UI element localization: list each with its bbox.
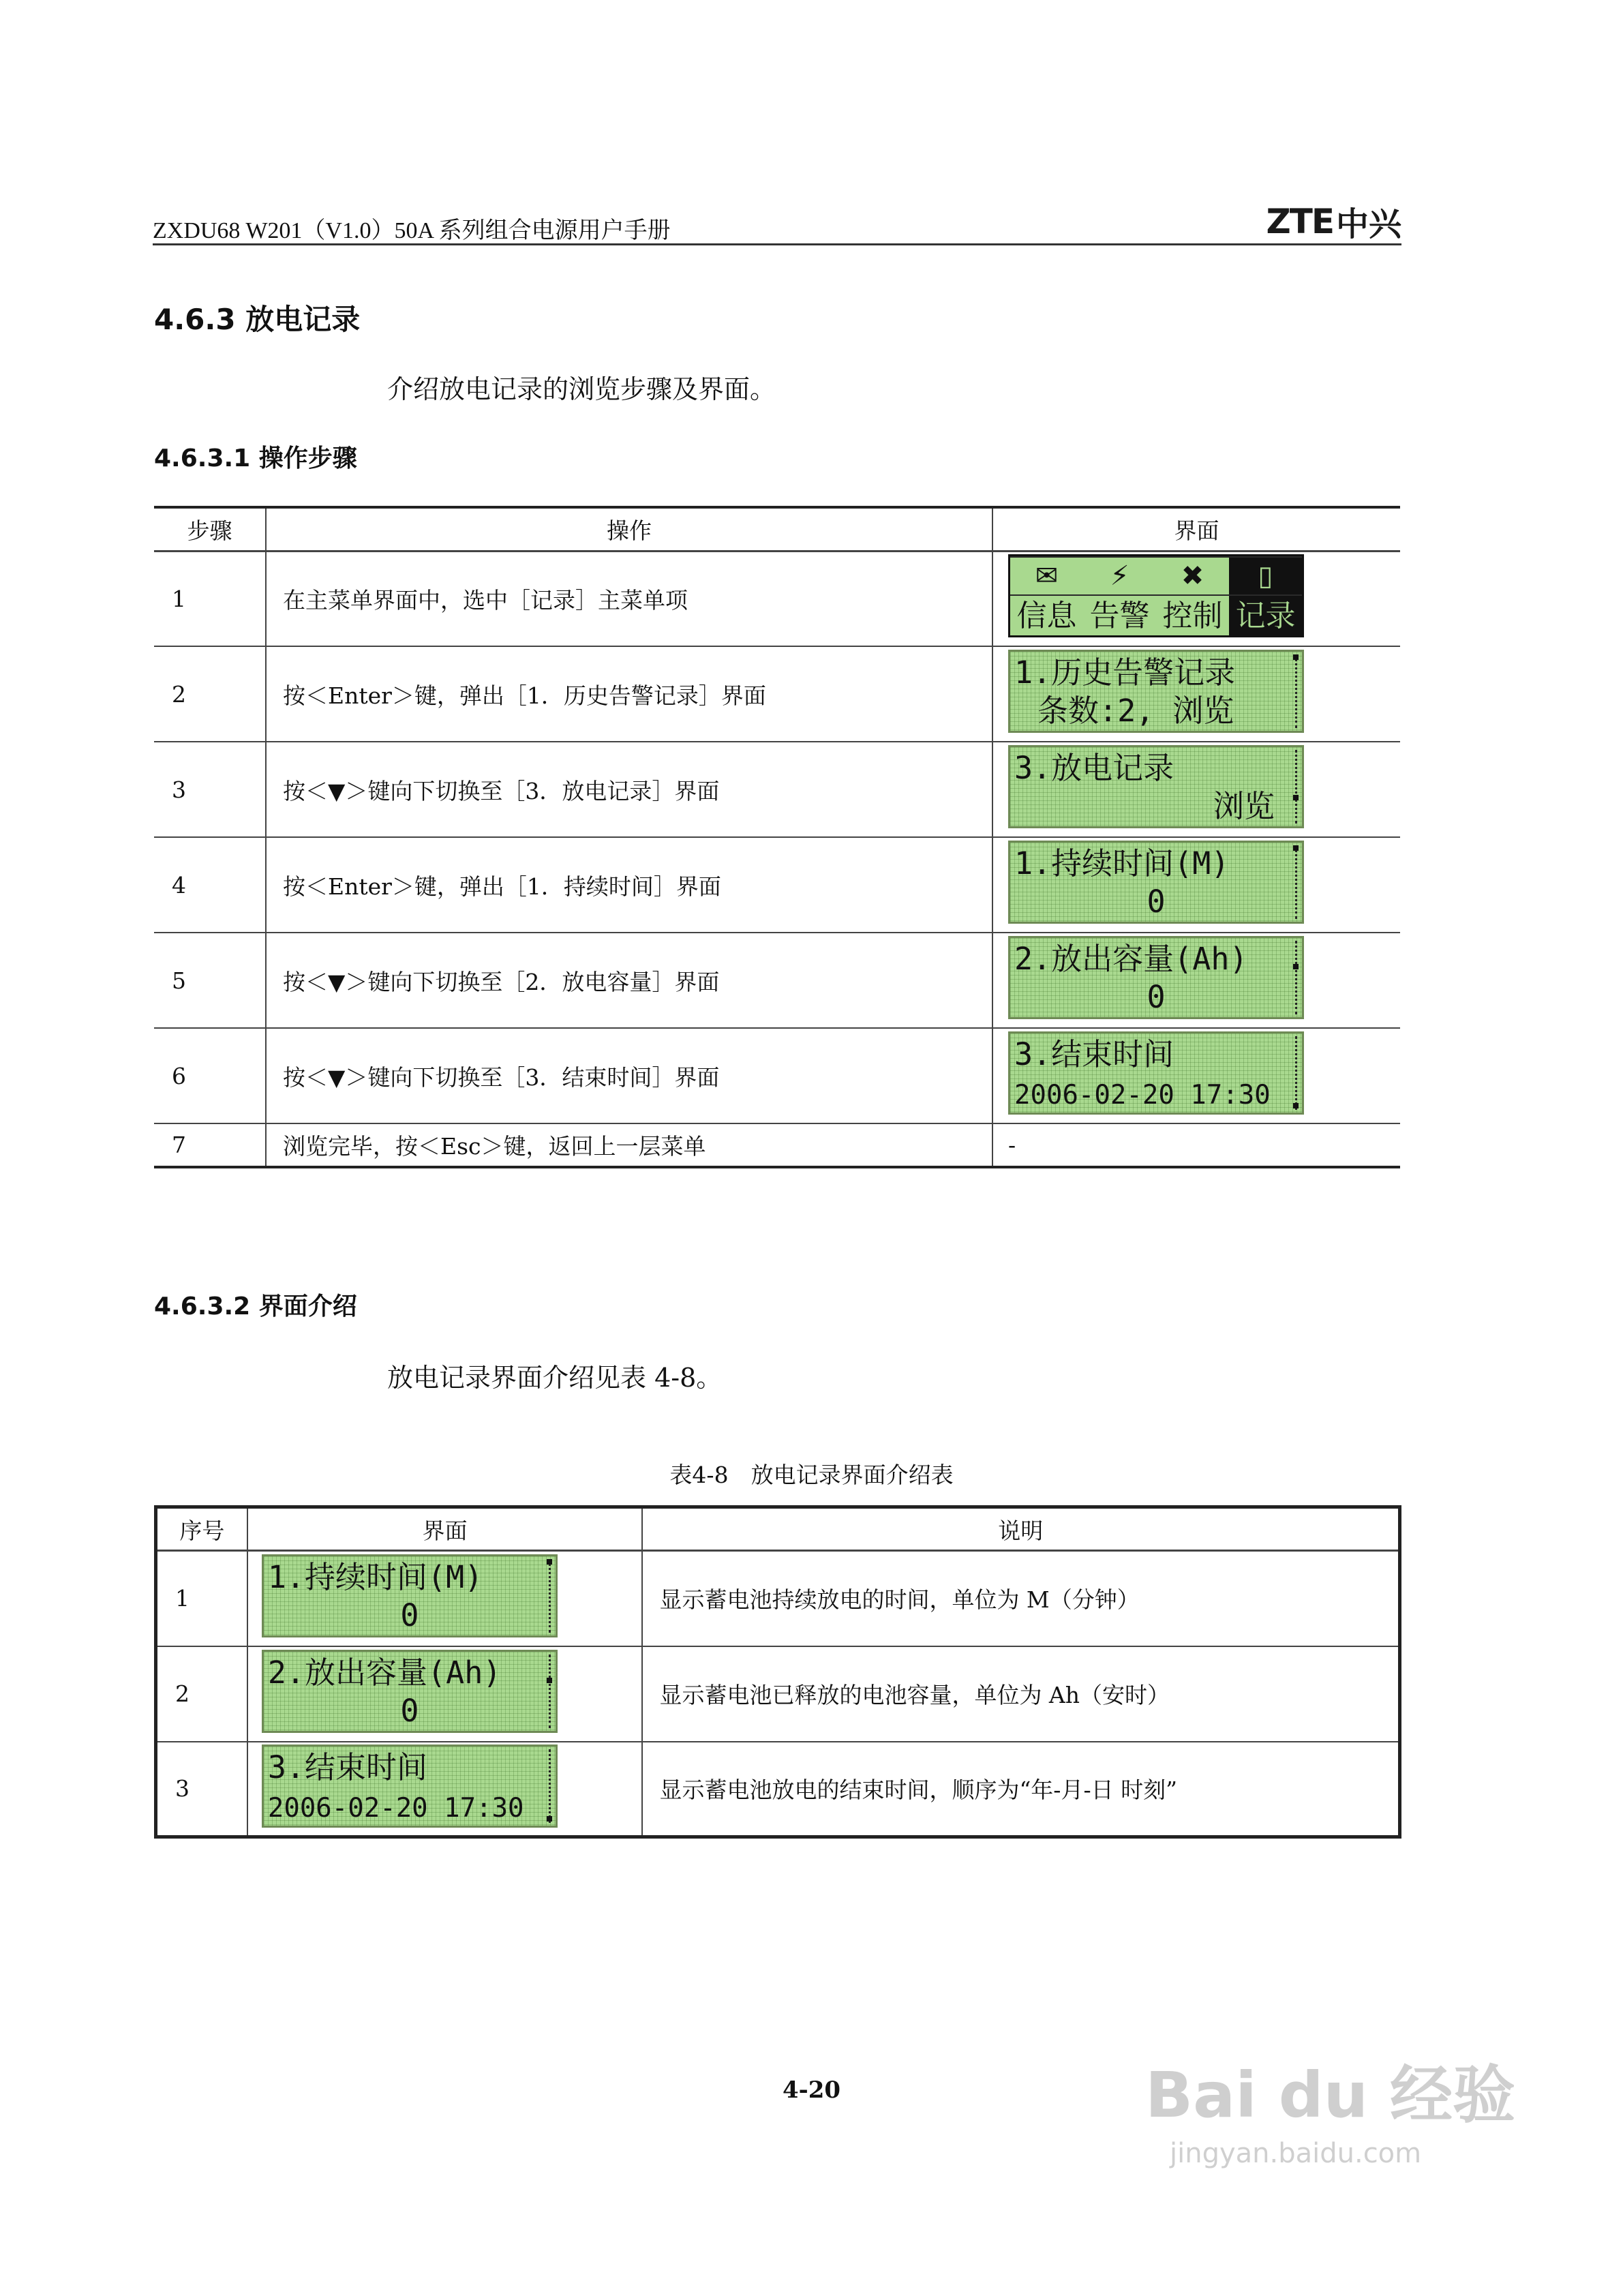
table-row — [156, 1551, 1400, 1646]
step-operation: 按＜Enter＞键，弹出［1．历史告警记录］界面 — [266, 646, 992, 742]
scroll-dot — [547, 1559, 552, 1565]
row-description: 显示蓄电池已释放的电池容量，单位为 Ah（安时） — [642, 1646, 1399, 1742]
scroll-indicator — [1295, 845, 1298, 919]
scroll-dot — [1293, 654, 1299, 660]
lcd-line-2: 0 — [1147, 979, 1166, 1015]
step-number: 3 — [154, 742, 266, 837]
subsection-heading-ui: 4.6.3.2 界面介绍 — [154, 1293, 357, 1320]
menu-control: 控制 — [1162, 599, 1223, 634]
col-header-number: 序号 — [156, 1507, 247, 1551]
table-row — [154, 646, 1400, 742]
step-number: 4 — [154, 837, 266, 933]
step-number: 2 — [154, 646, 266, 742]
record-icon: ▯ — [1229, 558, 1302, 594]
scroll-indicator — [1295, 654, 1298, 728]
scroll-indicator — [1295, 750, 1298, 824]
step-operation: 在主菜单界面中，选中［记录］主菜单项 — [266, 551, 992, 646]
lcd-discharge-record — [1008, 745, 1304, 828]
section-heading: 4.6.3 放电记录 — [154, 303, 361, 336]
step-screen — [992, 551, 1400, 646]
zte-logo — [1266, 198, 1401, 245]
table-row — [154, 1028, 1400, 1123]
tools-icon: ✖ — [1181, 560, 1204, 592]
table-row — [156, 1646, 1400, 1742]
lcd-line-2: 0 — [1147, 883, 1166, 920]
row-number: 1 — [156, 1551, 247, 1646]
page-header — [153, 198, 1401, 245]
table-row — [154, 551, 1400, 646]
manual-title: ZXDU68 W201（V1.0）50A 系列组合电源用户手册 — [153, 218, 671, 243]
scroll-indicator — [1295, 1036, 1298, 1110]
step-operation: 按＜▼＞键向下切换至［3．放电记录］界面 — [266, 742, 992, 837]
row-screen — [247, 1742, 643, 1837]
lcd-line-1: 2.放出容量(Ah) — [267, 1654, 502, 1691]
scroll-dot — [547, 1816, 552, 1822]
lcd-line-1: 1.持续时间(M) — [1014, 845, 1230, 881]
step-number: 1 — [154, 551, 266, 646]
step-number: 6 — [154, 1028, 266, 1123]
lcd-capacity — [262, 1650, 558, 1733]
ui-intro-table — [154, 1505, 1401, 1839]
alarm-icon: ⚡ — [1110, 560, 1129, 592]
scroll-dot — [1293, 964, 1299, 969]
step-screen — [992, 837, 1400, 933]
lcd-line-1: 1.持续时间(M) — [267, 1558, 483, 1595]
col-header-description: 说明 — [642, 1507, 1399, 1551]
menu-alarm: 告警 — [1089, 599, 1150, 634]
row-number: 2 — [156, 1646, 247, 1742]
subsection-heading-steps: 4.6.3.1 操作步骤 — [154, 444, 357, 472]
lcd-line-1: 3.结束时间 — [1014, 1036, 1174, 1072]
table-row — [154, 933, 1400, 1028]
menu-info: 信息 — [1016, 599, 1077, 634]
col-header-ui: 界面 — [992, 507, 1400, 551]
step-operation: 按＜Enter＞键，弹出［1．持续时间］界面 — [266, 837, 992, 933]
table-header-row — [156, 1507, 1400, 1551]
lcd-line-1: 1.历史告警记录 — [1014, 654, 1236, 691]
lcd-end-time — [262, 1744, 558, 1828]
baidu-watermark — [1145, 2045, 1515, 2169]
step-operation: 按＜▼＞键向下切换至［2．放电容量］界面 — [266, 933, 992, 1028]
lcd-history-alarm — [1008, 650, 1304, 733]
table-header-row — [154, 507, 1400, 551]
col-header-ui: 界面 — [247, 1507, 643, 1551]
lcd-line-1: 3.结束时间 — [267, 1749, 428, 1785]
watermark-url: jingyan.baidu.com — [1170, 2138, 1422, 2169]
scroll-dot — [1293, 795, 1299, 800]
step-operation: 按＜▼＞键向下切换至［3．结束时间］界面 — [266, 1028, 992, 1123]
step-screen — [992, 646, 1400, 742]
lcd-capacity — [1008, 936, 1304, 1019]
menu-record: 记录 — [1229, 596, 1302, 637]
row-description: 显示蓄电池持续放电的时间，单位为 M（分钟） — [642, 1551, 1399, 1646]
step-screen — [992, 933, 1400, 1028]
steps-table — [154, 506, 1400, 1168]
step-screen — [992, 1028, 1400, 1123]
step-number: 5 — [154, 933, 266, 1028]
lcd-line-1: 2.放出容量(Ah) — [1014, 941, 1248, 977]
lcd-end-time — [1008, 1031, 1304, 1115]
table-row — [154, 1123, 1400, 1167]
scroll-indicator — [1295, 941, 1298, 1014]
lcd-main-menu — [1008, 554, 1304, 637]
logo-zte-text: ZTE — [1266, 201, 1333, 241]
lcd-line-2: 0 — [400, 1597, 419, 1633]
scroll-indicator — [549, 1559, 551, 1633]
col-header-step: 步骤 — [154, 507, 266, 551]
scroll-indicator — [549, 1655, 551, 1728]
lcd-line-1: 3.放电记录 — [1014, 750, 1174, 786]
table-row — [154, 837, 1400, 933]
watermark-brand: Bai du 经验 — [1145, 2059, 1516, 2132]
page-number: 4-20 — [782, 2076, 841, 2104]
step-screen: - — [992, 1123, 1400, 1167]
menu-icon-row — [1010, 558, 1302, 594]
lcd-line-2: 2006-02-20 17:30 — [1014, 1080, 1271, 1111]
table-row — [156, 1742, 1400, 1837]
scroll-dot — [547, 1678, 552, 1683]
subsection-intro: 放电记录界面介绍见表 4-8。 — [387, 1363, 723, 1393]
message-icon: ✉ — [1035, 560, 1059, 592]
table-caption: 表4-8 放电记录界面介绍表 — [669, 1462, 954, 1488]
row-screen — [247, 1551, 643, 1646]
scroll-dot — [1293, 1103, 1299, 1108]
step-number: 7 — [154, 1123, 266, 1167]
scroll-indicator — [549, 1749, 551, 1823]
section-intro: 介绍放电记录的浏览步骤及界面。 — [387, 374, 776, 404]
scroll-dot — [1293, 845, 1299, 851]
row-screen — [247, 1646, 643, 1742]
lcd-line-2: 2006-02-20 17:30 — [267, 1792, 524, 1824]
lcd-duration — [1008, 841, 1304, 924]
table-row — [154, 742, 1400, 837]
row-description: 显示蓄电池放电的结束时间，顺序为“年-月-日 时刻” — [659, 1777, 1177, 1804]
lcd-line-2: 浏览 — [1213, 788, 1275, 824]
menu-label-row — [1010, 596, 1302, 637]
lcd-line-2: 条数:2, 浏览 — [1037, 693, 1234, 729]
step-screen — [992, 742, 1400, 837]
lcd-line-2: 0 — [400, 1692, 419, 1729]
row-number: 3 — [156, 1742, 247, 1837]
logo-cn-text: 中兴 — [1335, 205, 1401, 243]
lcd-duration — [262, 1554, 558, 1637]
col-header-operation: 操作 — [266, 507, 992, 551]
step-operation: 浏览完毕，按＜Esc＞键，返回上一层菜单 — [266, 1123, 992, 1167]
